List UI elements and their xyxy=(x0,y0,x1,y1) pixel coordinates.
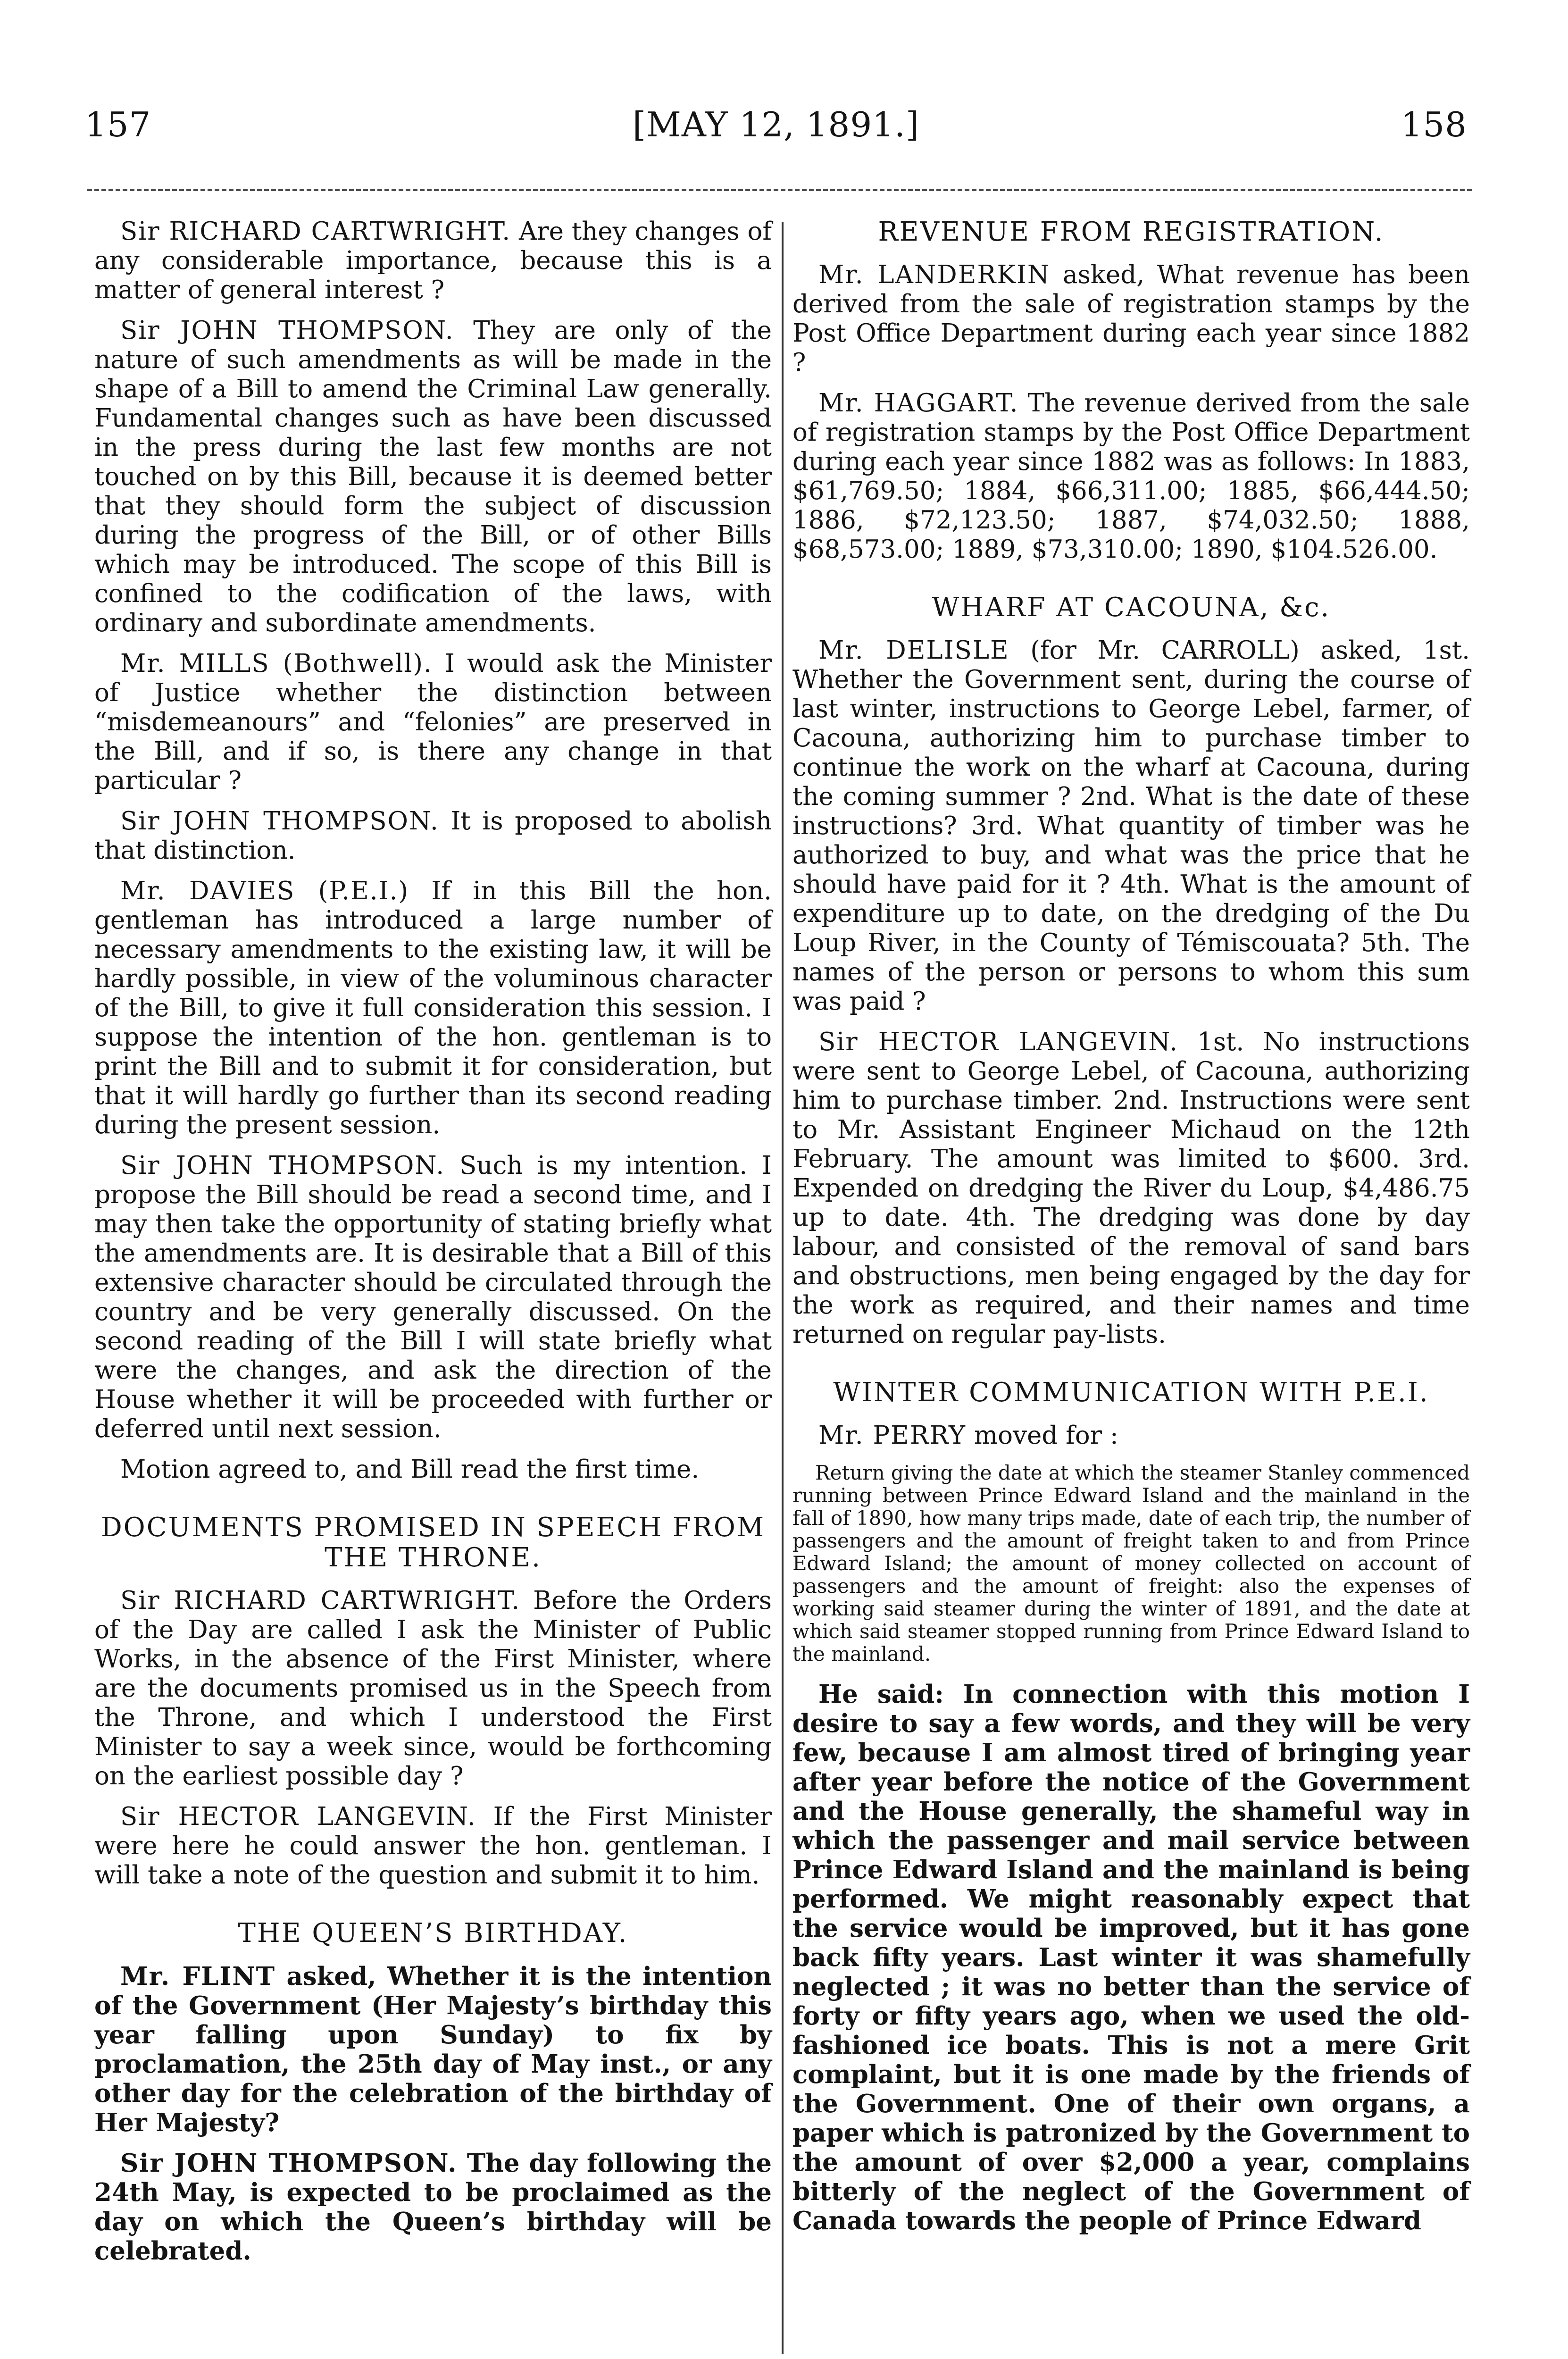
paragraph-text: I would ask the Minister of Justice whether the distinction between “misdemeanours” and “felonies” are preserved in the Bill, and if so, is there any change in that particular ? xyxy=(94,649,772,795)
paragraph xyxy=(94,316,772,638)
paragraph xyxy=(792,260,1470,377)
speaker-name: Sir HECTOR LANGEVIN. xyxy=(120,1802,476,1831)
paragraph xyxy=(94,1586,772,1791)
paragraph xyxy=(792,389,1470,564)
section-heading: WHARF AT CACOUNA, &c. xyxy=(932,592,1331,623)
paragraph xyxy=(94,2149,772,2266)
paragraph xyxy=(94,649,772,795)
speaker-name: Mr. LANDERKIN xyxy=(818,260,1051,289)
speaker-name: Sir RICHARD CARTWRIGHT. xyxy=(120,217,511,246)
paragraph-text: It is proposed to abolish that distinction. xyxy=(94,807,772,865)
section-heading: WINTER COMMUNICATION WITH P.E.I. xyxy=(833,1377,1429,1408)
paragraph xyxy=(94,877,772,1140)
paragraph-text: 1st. No instructions were sent to George Lebel, of Cacouna, authorizing him to purchase timber. 2nd. Instructions were sent to Mr. Assistant Engineer Michaud on the 12th February. The amount was limited to $600. 3rd. Expended on dredging the River du Loup, $4,486.75 up to date. 4th. The dredging was done by day labour, and consisted of the removal of sand bars and obstructions, men being engaged by the day for the work as required, and their names and time returned on regular pay-lists. xyxy=(792,1028,1470,1349)
paragraph xyxy=(792,1421,1470,1450)
paragraph xyxy=(94,217,772,305)
paragraph-text: They are only of the nature of such amendments as will be made in the shape of a Bill to amend the Criminal Law generally. Fundamental changes such as have been discussed in the press during the last few months are not touched on by this Bill, because it is deemed better that they should form the subject of discussion during the progress of the Bill, or of other Bills which may be introduced. The scope of this Bill is confined to the codification of the laws, with ordinary and subordinate amendments. xyxy=(94,316,772,637)
section-heading: THE QUEEN’S BIRTHDAY. xyxy=(238,1918,628,1949)
bold-section xyxy=(792,1680,1470,2235)
speaker-name: Sir HECTOR LANGEVIN. xyxy=(818,1028,1178,1056)
left-column xyxy=(94,217,772,2277)
paragraph xyxy=(792,1680,1470,2235)
paragraph xyxy=(94,1455,772,1484)
paragraph xyxy=(94,807,772,865)
paragraph-text: If the First Minister were here he could answer the hon. gentleman. I will take a note of the question and submit it to him. xyxy=(94,1802,772,1890)
paragraph-text: He said: In connection with this motion I desire to say a few words, and they will be very few, because I am almost tired of bringing year after year before the notice of the Government and the House generally, the shameful way in which the passenger and mail service between Prince Edward Island and the mainland is being performed. We might reasonably expect that the service would be improved, but it has gone back fifty years. Last winter it was shamefully neglected ; it was no better than the service of forty or fifty years ago, when we used the old-fashioned ice boats. This is not a mere Grit complaint, but it is one made by the friends of the Government. One of their own organs, a paper which is patronized by the Government to the amount of over $2,000 a year, complains bitterly of the neglect of the Government of Canada towards the people of Prince Edward xyxy=(792,1680,1470,2235)
page-number-left: 157 xyxy=(85,105,151,144)
section-heading: DOCUMENTS PROMISED IN SPEECH FROM THE THRONE. xyxy=(100,1512,766,1573)
paragraph-text: asked, Whether it is the intention of the Government (Her Majesty’s birthday this year falling upon Sunday) to fix by proclamation, the 25th day of May inst., or any other day for the celebration of the birthday of Her Majesty? xyxy=(94,1962,772,2137)
paragraph-text: The revenue derived from the sale of registration stamps by the Post Office Department during each year since 1882 was as follows: In 1883, $61,769.50; 1884, $66,311.00; 1885, $66,444.50; 1886, $72,123.50; 1887, $74,032.50; 1888, $68,573.00; 1889, $73,310.00; 1890, $104.526.00. xyxy=(792,389,1470,564)
right-column xyxy=(792,217,1470,2247)
paragraph xyxy=(94,1151,772,1444)
paragraph-text: Are they changes of any considerable importance, because this is a matter of general interest ? xyxy=(94,217,772,304)
speaker-name: Mr. DAVIES (P.E.I.) xyxy=(120,877,409,905)
quoted-motion: Return giving the date at which the steamer Stanley commenced running between Prince Edward Island and the mainland in the fall of 1890, how many trips made, date of each trip, the number of passengers and the amount of freight taken to and from Prince Edward Island; the amount of money collected on account of passengers and the amount of freight: also the expenses of working said steamer during the winter of 1891, and the date at which said steamer stopped running from Prince Edward Island to the mainland. xyxy=(792,1461,1470,1665)
bold-section xyxy=(94,1918,772,2266)
paragraph-text: Motion agreed to, and Bill read the first time. xyxy=(120,1455,700,1484)
speaker-name: Mr. HAGGART. xyxy=(818,389,1019,418)
speaker-name: Mr. DELISLE xyxy=(818,636,1009,665)
page-date: [MAY 12, 1891.] xyxy=(633,105,919,144)
paragraph xyxy=(94,1962,772,2137)
page-header xyxy=(85,105,1467,157)
header-rule xyxy=(87,189,1472,191)
speaker-name: Sir JOHN THOMPSON. xyxy=(120,2149,458,2178)
paragraph-text: Such is my intention. I propose the Bill should be read a second time, and I may then take the opportunity of stating briefly what the amendments are. It is desirable that a Bill of this extensive character should be circulated through the country and be very generally discussed. On the second reading of the Bill I will state briefly what were the changes, and ask the direction of the House whether it will be proceeded with further or deferred until next session. xyxy=(94,1151,772,1443)
speaker-name: Sir JOHN THOMPSON. xyxy=(120,1151,445,1180)
column-divider xyxy=(782,222,784,2354)
paragraph xyxy=(792,1028,1470,1349)
paragraph-text: moved for : xyxy=(974,1421,1118,1450)
speaker-name: Mr. FLINT xyxy=(120,1962,276,1991)
speaker-name: Mr. PERRY xyxy=(818,1421,966,1450)
paragraph-text: asked, What revenue has been derived from the sale of registration stamps by the Post Office Department during each year since 1882 ? xyxy=(792,260,1470,377)
speaker-name: Sir JOHN THOMPSON. xyxy=(120,807,439,836)
paragraph-text: Before the Orders of the Day are called I ask the Minister of Public Works, in the absence of the First Minister, where are the documents promised us in the Speech from the Throne, and which I understood the First Minister to say a week since, would be forthcoming on the earliest possible day ? xyxy=(94,1586,772,1790)
speaker-name: Sir JOHN THOMPSON. xyxy=(120,316,454,345)
paragraph-text: If in this Bill the hon. gentleman has introduced a large number of necessary amendments to the existing law, it will be hardly possible, in view of the voluminous character of the Bill, to give it full consideration this session. I suppose the intention of the hon. gentleman is to print the Bill and to submit it for consideration, but that it will hardly go further than its second reading during the present session. xyxy=(94,877,772,1139)
paragraph-text: The day following the 24th May, is expected to be proclaimed as the day on which the Queen’s birthday will be celebrated. xyxy=(94,2149,772,2266)
page-number-right: 158 xyxy=(1401,105,1467,144)
speaker-name: Sir RICHARD CARTWRIGHT. xyxy=(120,1586,521,1615)
speaker-name: Mr. MILLS (Bothwell). xyxy=(120,649,433,678)
paragraph-text: (for Mr. CARROLL) asked, 1st. Whether the Government sent, during the course of last winter, instructions to George Lebel, farmer, of Cacouna, authorizing him to purchase timber to continue the work on the wharf at Cacouna, during the coming summer ? 2nd. What is the date of these instructions? 3rd. What quantity of timber was he authorized to buy, and what was the price that he should have paid for it ? 4th. What is the amount of expenditure up to date, on the dredging of the Du Loup River, in the County of Témiscouata? 5th. The names of the person or persons to whom this sum was paid ? xyxy=(792,636,1470,1016)
paragraph xyxy=(94,1802,772,1890)
section-heading: REVENUE FROM REGISTRATION. xyxy=(878,217,1385,247)
paragraph xyxy=(792,636,1470,1016)
